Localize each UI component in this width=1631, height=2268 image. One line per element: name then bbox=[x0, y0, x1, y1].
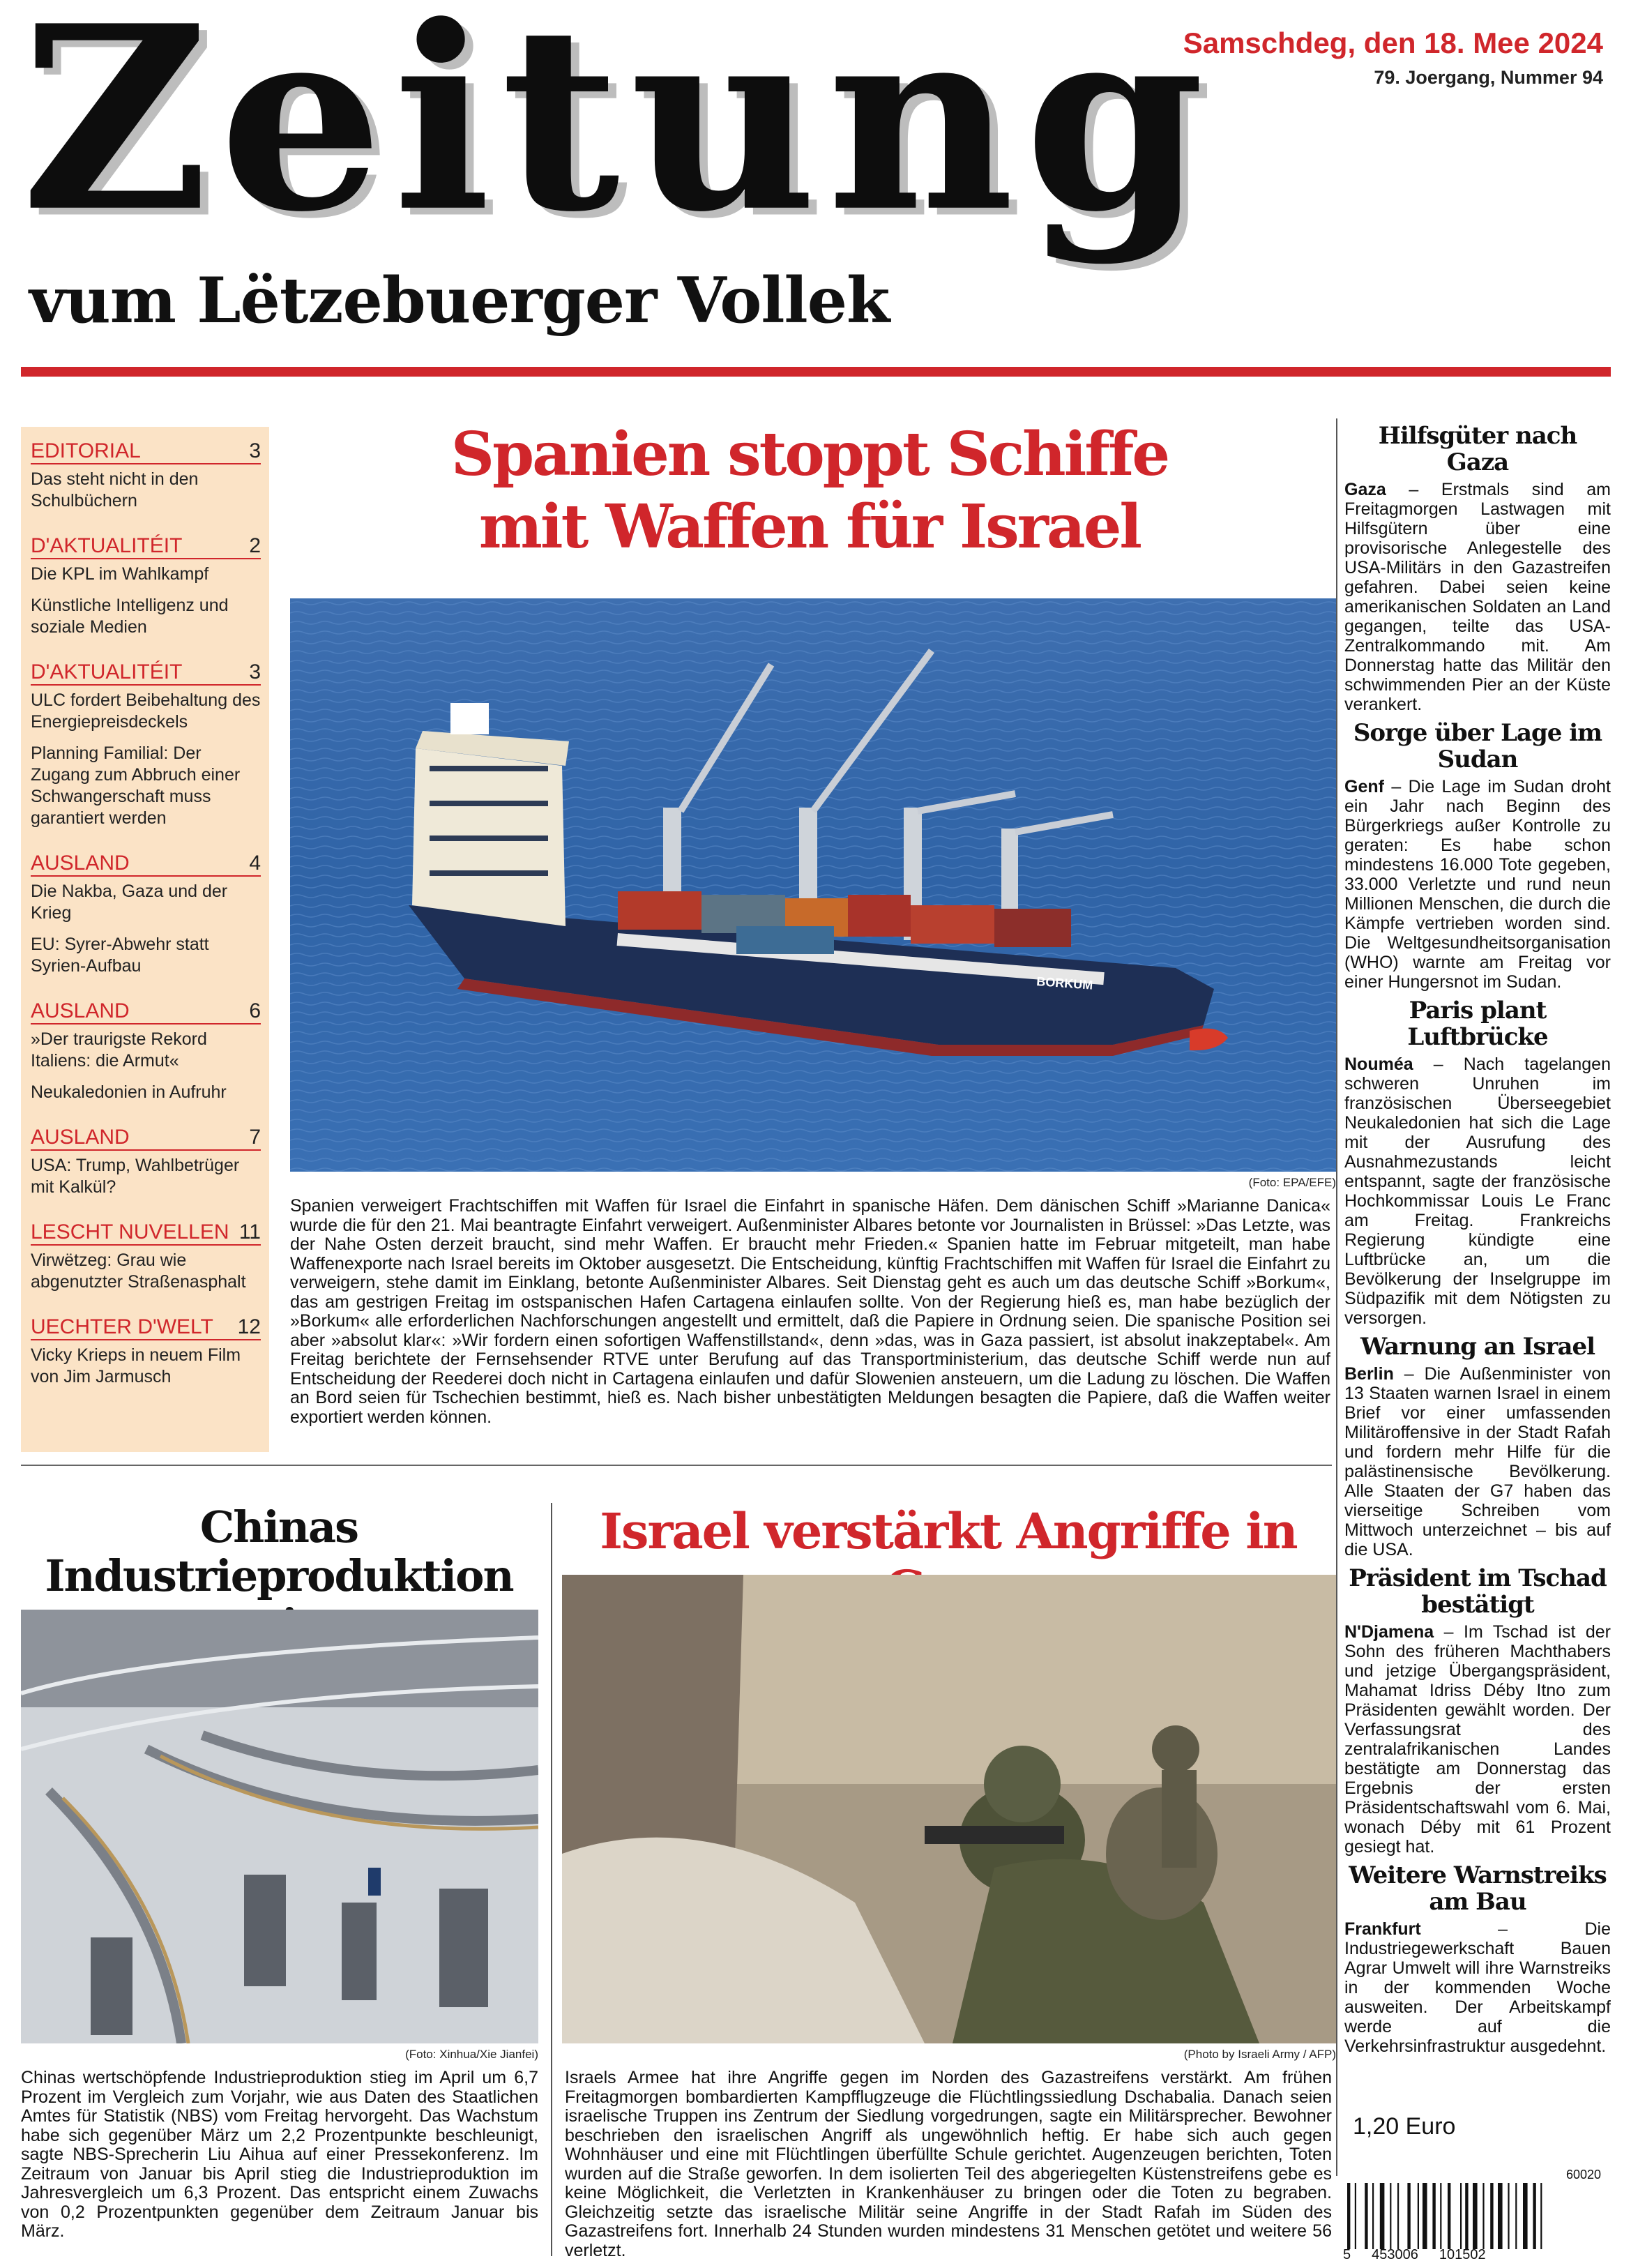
brief-body bbox=[1344, 1364, 1611, 1559]
toc-item[interactable]: Planning Familial: Der Zugang zum Abbruch einer Schwangerschaft muss garantiert werden bbox=[31, 743, 241, 828]
brief-text: – Die Industriegewerkschaft Bauen Agrar Umwelt will ihre Warnstreiks in der kommenden Woche ausweiten. Der Arbeitskampf werde auf die Verkehrsinfrastruktur ausgedehnt. bbox=[1344, 1919, 1611, 2056]
toc-section-name: EDITORIAL bbox=[31, 439, 141, 462]
table-of-contents bbox=[21, 427, 269, 1452]
toc-section[interactable] bbox=[31, 522, 261, 638]
toc-page-number: 2 bbox=[249, 534, 261, 557]
toc-page-number: 6 bbox=[249, 999, 261, 1022]
lead-headline[interactable] bbox=[290, 418, 1329, 564]
toc-section[interactable] bbox=[31, 1303, 261, 1388]
toc-page-number: 4 bbox=[249, 852, 261, 875]
barcode-bar bbox=[1365, 2183, 1367, 2249]
toc-page-number: 3 bbox=[249, 439, 261, 462]
brief-body bbox=[1344, 777, 1611, 992]
toc-section-name: D'AKTUALITÉIT bbox=[31, 660, 183, 683]
barcode-digit: 5 bbox=[1343, 2247, 1351, 2262]
toc-item[interactable]: Virwëtzeg: Grau wie abgenutzter Straßenasphalt bbox=[31, 1250, 246, 1292]
brief-text: – Erstmals sind am Freitagmorgen Lastwagen mit Hilfsgütern über eine provisorische Anlegestelle des USA-Militärs in den Gazastreifen gefahren. Dabei seien keine amerikanischen Soldaten an Land gegangen, teilte das USA-Zentralkommando mit. Am Donnerstag hatte das Militär den schwimmenden Pier an der Küste verankert. bbox=[1344, 480, 1611, 714]
toc-section[interactable] bbox=[31, 987, 261, 1103]
toc-section-head bbox=[31, 427, 261, 464]
toc-section-head bbox=[31, 839, 261, 877]
china-article-body: Chinas wertschöpfende Industrieproduktion stieg im April um 6,7 Prozent im Vergleich zum Vorjahr, wie aus Daten des Staatlichen Amtes für Statistik (NBS) vom Freitag hervorgeht. Das Wachstum habe sich gegenüber März um 2,2 Prozentpunkte beschleunigt, sagte NBS-Sprecherin Liu Aihua auf einer Pressekonferenz. Im Zeitraum von Januar bis April stieg die Industrieproduktion im Jahresvergleich um 6,3 Prozent. Das entspricht einem Zuwachs von 0,2 Prozentpunkten gegenüber dem Zeitraum Januar bis März. bbox=[21, 2068, 538, 2241]
masthead-title: Zeitung bbox=[21, 0, 1215, 268]
toc-item[interactable]: Künstliche Intelligenz und soziale Medien bbox=[31, 596, 229, 637]
factory-image bbox=[21, 1610, 538, 2043]
ship-image bbox=[290, 598, 1336, 1172]
toc-item[interactable]: EU: Syrer-Abwehr statt Syrien-Aufbau bbox=[31, 935, 209, 976]
toc-section[interactable] bbox=[31, 1208, 261, 1293]
barcode-bar bbox=[1465, 2183, 1468, 2249]
toc-page-number: 3 bbox=[249, 660, 261, 683]
toc-item[interactable]: Neukaledonien in Aufruhr bbox=[31, 1082, 227, 1102]
toc-item[interactable]: Vicky Krieps in neuem Film von Jim Jarmusch bbox=[31, 1345, 241, 1386]
china-photo-credit: (Foto: Xinhua/Xie Jianfei) bbox=[405, 2048, 538, 2061]
gaza-photo-soldiers[interactable] bbox=[562, 1575, 1336, 2043]
barcode-right: 101502 bbox=[1439, 2247, 1486, 2262]
barcode-bar bbox=[1407, 2183, 1410, 2249]
barcode-left: 453006 bbox=[1372, 2247, 1418, 2262]
brief-text: – Die Lage im Sudan droht ein Jahr nach Beginn des Bürgerkriegs außer Kontrolle zu geraten: Es habe schon mindestens 16.000 Tote gegeben, 33.000 Verletzte und rund neun Millionen Menschen, die durch die Kämpfe vertrieben worden sind. Die Weltgesundheitsorganisation (WHO) warnte am Freitag vor einer Hungersnot im Sudan. bbox=[1344, 777, 1611, 992]
brief-body bbox=[1344, 480, 1611, 714]
china-headline-line2: Industrieproduktion bbox=[45, 1550, 513, 1601]
barcode-bar bbox=[1508, 2183, 1509, 2249]
toc-section-name: AUSLAND bbox=[31, 999, 130, 1022]
brief-headline[interactable]: Weitere Warnstreiks am Bau bbox=[1349, 1861, 1607, 1916]
price-label: 1,20 Euro bbox=[1353, 2113, 1456, 2140]
toc-item[interactable]: ULC fordert Beibehaltung des Energiepreisdeckels bbox=[31, 690, 261, 732]
toc-section-head bbox=[31, 648, 261, 686]
gaza-article-body: Israels Armee hat ihre Angriffe gegen im Norden des Gazastreifens verstärkt. Am frühen Freitagmorgen bombardierten Kampfflugzeuge die Flüchtlingssiedlung Dschabalia. Danach seien israelische Truppen ins Zentrum der Siedlung vorgedrungen, sagte ein Militärsprecher. Bewohner beschrieben den israelischen Angriff als ungewöhnlich heftig. Er habe sich auch gegen Wohnhäuser und eine mit Flüchtlingen überfüllte Schule gerichtet. Augenzeugen berichten, Toten wurden auf die Straße geworfen. In dem isolierten Teil des abgeriegelten Küstenstreifens gebe es keine Möglichkeit, die Verletzten in Krankenhäuser zu bringen oder die Toten zu begraben. Gleichzeitig setzte das israelische Militär seine Angriffe in der Stadt Rafah im Süden des Gazastreifens fort. Innerhalb 24 Stunden wurden mindestens 31 Menschen getötet und weitere 56 verletzt. bbox=[565, 2068, 1332, 2260]
masthead-rule bbox=[21, 367, 1611, 377]
brief-dateline: Nouméa bbox=[1344, 1054, 1413, 1074]
toc-section[interactable] bbox=[31, 648, 261, 829]
china-headline-line1: Chinas bbox=[199, 1502, 358, 1552]
barcode-bar bbox=[1423, 2183, 1427, 2249]
china-factory-photo[interactable] bbox=[21, 1610, 538, 2043]
barcode-bar bbox=[1418, 2183, 1419, 2249]
brief-headline[interactable]: Warnung an Israel bbox=[1360, 1333, 1595, 1361]
toc-section-head bbox=[31, 1208, 261, 1246]
barcode-bar bbox=[1397, 2183, 1399, 2249]
lead-headline-line1: Spanien stoppt Schiffe bbox=[450, 419, 1169, 490]
lead-photo-credit: (Foto: EPA/EFE) bbox=[1248, 1176, 1336, 1189]
barcode-bar bbox=[1482, 2183, 1484, 2249]
toc-section-head bbox=[31, 1303, 261, 1340]
barcode-bar bbox=[1473, 2183, 1478, 2249]
barcode-bar bbox=[1432, 2183, 1435, 2249]
barcode-bar bbox=[1533, 2183, 1535, 2249]
brief-headline[interactable]: Paris plant Luftbrücke bbox=[1407, 997, 1548, 1051]
barcode-bar bbox=[1355, 2183, 1356, 2249]
toc-section[interactable] bbox=[31, 839, 261, 977]
column-rule-right bbox=[1336, 418, 1337, 2176]
brief-headline[interactable]: Sorge über Lage im Sudan bbox=[1353, 719, 1602, 773]
barcode bbox=[1343, 2168, 1608, 2263]
lead-photo-ship[interactable] bbox=[290, 598, 1336, 1172]
toc-item[interactable]: Die Nakba, Gaza und der Krieg bbox=[31, 882, 228, 923]
brief-text: – Im Tschad ist der Sohn des früheren Machthabers und jetzige Übergangspräsident, Mahamat Idriss Déby Itno zum Präsidenten gewählt worden. Der Verfassungsrat des zentralafrikanischen Landes bestätigte am Donnerstag das Ergebnis der ersten Präsidentschaftswahl vom 6. Mai, wonach Déby mit 61 Prozent gesiegt hat. bbox=[1344, 1622, 1611, 1857]
issue-date: Samschdeg, den 18. Mee 2024 bbox=[1183, 27, 1603, 59]
gaza-photo-credit: (Photo by Israeli Army / AFP) bbox=[1183, 2048, 1336, 2061]
brief-dateline: Gaza bbox=[1344, 480, 1386, 499]
brief-dateline: N'Djamena bbox=[1344, 1622, 1434, 1642]
toc-item[interactable]: Die KPL im Wahlkampf bbox=[31, 564, 209, 584]
toc-item[interactable]: »Der traurigste Rekord Italiens: die Armut« bbox=[31, 1029, 207, 1071]
brief-body bbox=[1344, 1622, 1611, 1857]
brief-dateline: Frankfurt bbox=[1344, 1919, 1421, 1939]
brief-text: – Die Außenminister von 13 Staaten warnen Israel in einem Brief vor einer umfassenden Militäroffensive in der Stadt Rafah und fordern mehr Hilfe für die palästinensische Bevölkerung. Alle Staaten der G7 haben das vierseitige Schreiben vom Mittwoch unterzeichnet – bis auf die USA. bbox=[1344, 1364, 1611, 1559]
toc-section-head bbox=[31, 522, 261, 559]
barcode-bar bbox=[1540, 2183, 1542, 2249]
barcode-bar bbox=[1448, 2183, 1450, 2249]
masthead-subtitle: vum Lëtzebuerger Vollek bbox=[29, 264, 890, 338]
toc-section-name: LESCHT NUVELLEN bbox=[31, 1220, 229, 1243]
toc-item[interactable]: Das steht nicht in den Schulbüchern bbox=[31, 469, 199, 511]
toc-section-name: UECHTER D'WELT bbox=[31, 1315, 213, 1338]
barcode-bar bbox=[1515, 2183, 1517, 2249]
barcode-bar bbox=[1390, 2183, 1391, 2249]
barcode-bar bbox=[1347, 2183, 1350, 2249]
toc-page-number: 7 bbox=[249, 1126, 261, 1149]
toc-section-name: AUSLAND bbox=[31, 1126, 130, 1149]
lead-headline-line2: mit Waffen für Israel bbox=[478, 492, 1141, 562]
toc-page-number: 12 bbox=[237, 1315, 261, 1338]
barcode-bar bbox=[1440, 2183, 1441, 2249]
toc-section[interactable] bbox=[31, 1113, 261, 1198]
gaza-headline[interactable]: Israel verstärkt Angriffe in bbox=[600, 1502, 1297, 1560]
barcode-bar bbox=[1490, 2183, 1493, 2249]
toc-item[interactable]: USA: Trump, Wahlbetrüger mit Kalkül? bbox=[31, 1156, 240, 1197]
toc-section-name: AUSLAND bbox=[31, 852, 130, 875]
brief-dateline: Genf bbox=[1344, 777, 1384, 796]
toc-section-head bbox=[31, 987, 261, 1025]
barcode-bars bbox=[1343, 2183, 1608, 2253]
ship-name-label: BORKUM bbox=[1036, 974, 1093, 992]
toc-section-head bbox=[31, 1113, 261, 1151]
news-briefs-column bbox=[1344, 418, 1611, 2062]
barcode-bar bbox=[1380, 2183, 1385, 2249]
brief-headline[interactable]: Präsident im Tschad bestätigt bbox=[1349, 1564, 1607, 1619]
toc-section[interactable] bbox=[31, 427, 261, 512]
soldiers-image bbox=[562, 1575, 1336, 2043]
column-rule-middle bbox=[551, 1503, 552, 2256]
barcode-bar bbox=[1498, 2183, 1503, 2249]
barcode-bar bbox=[1523, 2183, 1528, 2249]
issue-number: 79. Joergang, Nummer 94 bbox=[1374, 67, 1603, 88]
toc-section-name: D'AKTUALITÉIT bbox=[31, 534, 183, 557]
toc-page-number: 11 bbox=[238, 1220, 261, 1243]
barcode-bar bbox=[1460, 2183, 1462, 2249]
brief-dateline: Berlin bbox=[1344, 1364, 1394, 1384]
brief-body bbox=[1344, 1054, 1611, 1328]
brief-text: – Nach tagelangen schweren Unruhen im französischen Überseegebiet Neukaledonien hat sich die Lage mit der Ausrufung des Ausnahmezustands leicht entspannt, sagte der französische Hochkommissar Louis Le Franc am Freitag. Frankreichs Regierung kündigte eine Luftbrücke an, um die Bevölkerung der Inselgruppe im Südpazifik mit dem Nötigsten zu versorgen. bbox=[1344, 1054, 1611, 1328]
brief-body bbox=[1344, 1919, 1611, 2056]
brief-headline[interactable]: Hilfsgüter nach Gaza bbox=[1378, 422, 1577, 476]
barcode-addon: 60020 bbox=[1565, 2168, 1601, 2182]
barcode-bar bbox=[1372, 2183, 1374, 2249]
section-rule bbox=[21, 1465, 1332, 1466]
lead-article-body: Spanien verweigert Frachtschiffen mit Waffen für Israel die Einfahrt in spanische Häfen. Dem dänischen Schiff »Marianne Danica« wurde die für den 21. Mai beantragte Einfahrt verweigert. Außenminister Albares betonte vor Journalisten in Brüssel: »Das Letzte, was der Nahe Osten derzeit braucht, sind mehr Waffen. Er braucht mehr Frieden.« Spanien hatte im Februar mitgeteilt, man habe Waffenexporte nach Israel bereits im Oktober ausgesetzt. Die Entscheidung, künftig Frachtschiffen mit Waffen für Israel die Einfahrt zu verweigern, stehe damit im Einklang, betonte Außenminister Albares. Seit Dienstag geht es auch um das deutsche Schiff »Borkum«, das am gestrigen Freitag im ostspanischen Hafen Cartagena einlaufen sollte. Von der Regierung hieß es, man habe bezüglich der »Borkum« alle erforderlichen Nachforschungen angestellt und ermittelt, daß die Papiere in Ordnung seien. Die spanische Position sei aber »absolut klar«: »Wir fordern einen sofortigen Waffenstillstand«, denn »das, was in Gaza passiert, ist absolut inakzeptabel«. Am Freitag berichtete der Fernsehsender RTVE unter Berufung auf das Transportministerium, das deutsche Schiff werde nun auf Entscheidung der Reederei doch nicht in Cartagena einlaufen und dafür Slowenien ansteuern, um die Ladung zu löschen. Die Waffen an Bord seien für Tschechien bestimmt, hieß es. Nach bisher unbestätigten Meldungen besagten die Papiere, daß die Waffen weiter exportiert werden können. bbox=[290, 1196, 1330, 1427]
